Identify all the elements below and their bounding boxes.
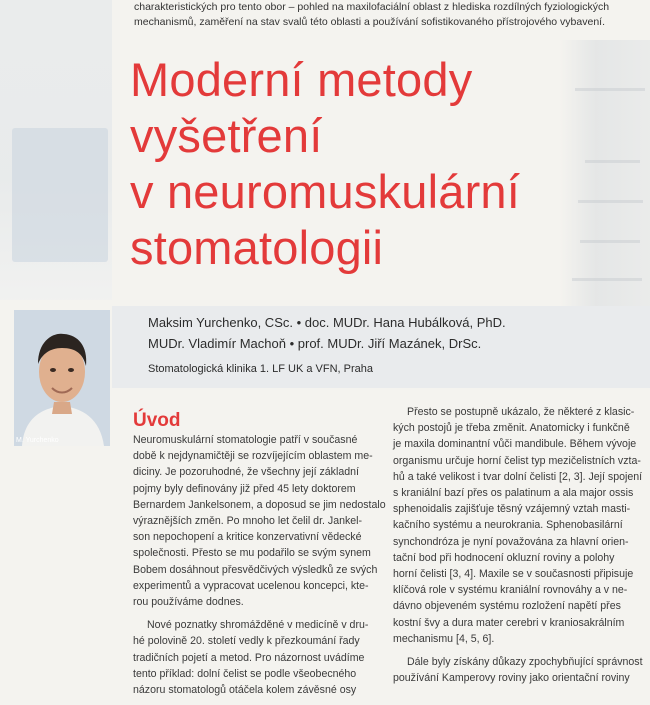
- text-line: tradičních pojetí a metod. Pro názornost uvádíme: [133, 651, 365, 664]
- text-line: s kraniální bazí přes os palatinum a ala major ossis: [393, 487, 634, 500]
- text-line: dávno objeveném systému rozložení napětí přes: [393, 600, 621, 613]
- text-line: kostní švy a dura mater cerebri v kraniosakrálním: [393, 616, 625, 629]
- text-line: hů a také velikost i tvar dolní čelisti [2, 3]. Její spojení: [393, 470, 643, 483]
- show-through-line: [575, 88, 645, 91]
- abstract-line: charakteristických pro tento obor – pohled na maxilofaciální oblast z hlediska rozdílných fyziologických: [134, 1, 610, 13]
- show-through-line: [580, 240, 640, 243]
- text-line: Dále byly získány důkazy zpochybňující správnost: [407, 656, 643, 669]
- text-line: mechanismu [4, 5, 6].: [393, 632, 495, 645]
- text-line: pojmy byly definovány již před 45 lety doktorem: [133, 482, 356, 495]
- title-line: v neuromuskulární: [130, 165, 521, 218]
- text-line: kačního systému a neurokrania. Sphenobasilární: [393, 519, 623, 532]
- section-heading: Úvod: [133, 410, 181, 431]
- authors-line: MUDr. Vladimír Machoň • prof. MUDr. Jiří Mazánek, DrSc.: [148, 336, 482, 351]
- text-line: společnosti. Přesto se mu podařilo se svým synem: [133, 547, 371, 560]
- paragraph: [133, 432, 386, 610]
- title-line: Moderní metody: [130, 53, 473, 106]
- text-line: používání Kamperovy roviny jako orientační roviny: [393, 672, 630, 685]
- text-line: hé polovině 20. století vedly k přezkoumání řady: [133, 635, 360, 648]
- text-line: názoru stomatologů otáčela kolem závěsné osy: [133, 684, 357, 697]
- text-line: kých postojů je třeba změnit. Anatomicky i funkčně: [393, 422, 630, 435]
- show-through-line: [585, 160, 640, 163]
- title-line: vyšetření: [130, 109, 323, 162]
- left-column: [133, 432, 386, 705]
- right-column: [393, 404, 643, 693]
- text-line: sphenoidalis zajišťuje těsný vzájemný vztah masti-: [393, 503, 631, 516]
- text-line: klíčová role v systému kraniální rovnováhy a v ne-: [393, 584, 628, 597]
- text-line: tento příklad: dolní čelist se podle všeobecného: [133, 667, 357, 680]
- authors-line: Maksim Yurchenko, CSc. • doc. MUDr. Hana Hubálková, PhD.: [148, 315, 506, 330]
- text-line: organismu určuje horní čelist typ mezičelistních vzta-: [393, 454, 641, 467]
- text-line: Bernardem Jankelsonem, a doposud se jim nedostalo: [133, 498, 386, 511]
- text-line: rou používáme dodnes.: [133, 596, 244, 609]
- text-line: experimentů a vypracovat ucelenou koncepci, kte-: [133, 579, 369, 592]
- text-line: diciny. Je pozoruhodné, že všechny její základní: [133, 466, 359, 479]
- text-line: horní čelisti [3, 4]. Maxile se v současnosti připisuje: [393, 568, 634, 581]
- author-list: [148, 312, 506, 354]
- photo-caption: M. Yurchenko: [16, 437, 59, 444]
- article-title: [130, 52, 560, 276]
- text-line: době k nejdynamičtěji se rozvíjejícím oblastem me-: [133, 450, 373, 463]
- abstract-line: mechanismů, zaměření na stav svalů této oblasti a používání sofistikovaného přístrojového vybavení.: [134, 16, 606, 28]
- text-line: Bobem dosáhnout přesvědčivých výsledků ze svých: [133, 563, 378, 576]
- text-line: tační bod při hodnocení okluzní roviny a polohy: [393, 551, 615, 564]
- title-line: stomatologii: [130, 221, 384, 274]
- text-line: Neuromuskulární stomatologie patří v současné: [133, 434, 358, 446]
- text-line: son nepochopení a kritice konzervativní vědecké: [133, 531, 362, 544]
- text-line: synchondróza je nyní považována za hlavní orien-: [393, 535, 629, 548]
- background-image-bleed: [12, 128, 108, 262]
- portrait-illustration: [14, 310, 110, 446]
- show-through-line: [578, 200, 643, 203]
- text-line: je maxila dominantní vůči mandibule. Během vývoje: [393, 438, 637, 451]
- text-line: Nové poznatky shromážděné v medicíně v dru-: [147, 619, 369, 632]
- paragraph: [393, 404, 643, 647]
- text-line: Přesto se postupně ukázalo, že některé z klasic-: [407, 406, 635, 418]
- paragraph: [393, 654, 643, 686]
- show-through-column: [560, 40, 650, 340]
- show-through-line: [572, 278, 642, 281]
- paragraph: [133, 617, 381, 698]
- text-line: výraznějších změn. Po mnoho let čelil dr. Jankel-: [133, 515, 363, 528]
- abstract-text: [134, 0, 634, 30]
- author-photo: [14, 310, 110, 446]
- affiliation: Stomatologická klinika 1. LF UK a VFN, Praha: [148, 363, 373, 375]
